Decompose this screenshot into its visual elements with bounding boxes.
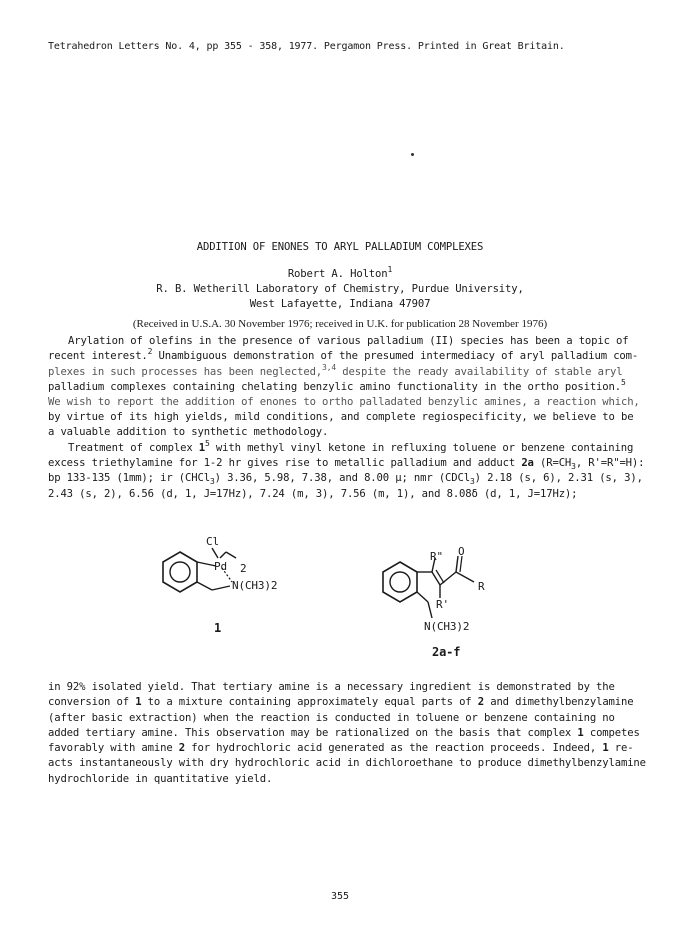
r-bond: [456, 572, 474, 582]
body-text: re-: [608, 742, 634, 754]
body-text: palladium complexes containing chelating benzylic amino functionality in the ortho position.: [48, 381, 621, 393]
compound-number: 2a: [521, 457, 534, 469]
body-text: , R'=R"=H):: [575, 457, 645, 469]
compound-number: 1: [577, 727, 584, 739]
body-line: [48, 472, 643, 485]
body-line: in 92% isolated yield. That tertiary amine is a necessary ingredient is demonstrated by the: [48, 681, 615, 693]
bridge-bond: [220, 552, 226, 558]
received-dates: (Received in U.S.A. 30 November 1976; received in U.K. for publication 28 November 1976): [132, 318, 548, 330]
body-text: and dimethylbenzylamine: [483, 696, 634, 708]
body-line: [48, 363, 623, 379]
bridge-bond-2: [226, 552, 236, 558]
body-line: [48, 696, 633, 709]
structure-1-amine: N(CH3)2: [232, 579, 278, 592]
benzyl-bond: [417, 592, 428, 602]
compound-number: 2: [178, 742, 186, 754]
body-text: ) 2.18 (s, 6), 2.31 (s, 3),: [474, 472, 643, 484]
benzene-ring: [383, 562, 417, 602]
body-line: [48, 347, 639, 363]
body-text: (R=CH: [533, 457, 572, 469]
compound-number: 1: [135, 696, 142, 708]
carbonyl-bond: [456, 556, 458, 572]
structure-1-label: 1: [214, 621, 222, 635]
compound-number: 1: [602, 742, 609, 754]
benzyl-bond: [197, 582, 212, 590]
body-line: by virtue of its high yields, mild conditions, and complete regiospecificity, we believe to be: [48, 411, 634, 423]
body-line: (after basic extraction) when the reaction is conducted in toluene or benzene containing no: [48, 712, 615, 724]
reference-superscript: 2: [147, 347, 153, 356]
ch2-n-bond: [212, 586, 230, 590]
vinyl-carbonyl-bond: [440, 572, 456, 585]
palladium-label: Pd: [214, 560, 227, 573]
compound-number: 1: [198, 442, 206, 454]
body-text: favorably with amine: [48, 742, 179, 754]
cl-bond: [212, 548, 218, 558]
author-name: Robert A. Holton: [287, 268, 388, 280]
body-text: ) 3.36, 5.98, 7.38, and 8.00 µ; nmr (CDCl: [214, 472, 470, 484]
author-line: [0, 265, 680, 281]
aromatic-circle: [390, 572, 410, 592]
compound-number: 2: [477, 696, 484, 708]
body-text: added tertiary amine. This observation may be rationalized on the basis that complex: [48, 727, 578, 739]
body-line: Arylation of olefins in the presence of various palladium (II) species has been a topic of: [68, 335, 629, 347]
affiliation-line-1: R. B. Wetherill Laboratory of Chemistry, Purdue University,: [156, 283, 524, 295]
body-line: [68, 439, 634, 455]
body-line: hydrochloride in quantitative yield.: [48, 773, 273, 785]
body-text: conversion of: [48, 696, 136, 708]
page-number: 355: [330, 891, 350, 902]
body-line: We wish to report the addition of enones to ortho palladated benzylic amines, a reaction which,: [48, 396, 640, 408]
body-line: [48, 727, 640, 740]
ch2-n-bond: [428, 602, 432, 618]
body-line: [48, 378, 626, 394]
body-text: recent interest.: [48, 350, 148, 362]
body-text: for hydrochloric acid generated as the reaction proceeds. Indeed,: [185, 742, 603, 754]
body-line: [48, 742, 633, 755]
r-prime-label: R': [436, 598, 449, 611]
body-line: 2.43 (s, 2), 6.56 (d, 1, J=17Hz), 7.24 (m, 3), 7.56 (m, 1), and 8.08δ (d, 1, J=17Hz);: [48, 488, 578, 500]
benzene-ring: [163, 552, 197, 592]
r-label: R: [478, 580, 485, 593]
body-text: with methyl vinyl ketone in refluxing toluene or benzene containing: [209, 442, 634, 454]
body-text: Unambiguous demonstration of the presumed intermediacy of aryl palladium com-: [152, 350, 639, 362]
speck-mark: [411, 153, 414, 156]
body-text: competes: [583, 727, 640, 739]
body-text: excess triethylamine for 1-2 hr gives rise to metallic palladium and adduct: [48, 457, 522, 469]
subscript: 3: [469, 477, 475, 486]
affiliation-line-2: West Lafayette, Indiana 47907: [249, 298, 431, 310]
author-footnote-ref: 1: [387, 265, 393, 274]
body-line: [48, 457, 644, 470]
body-line: acts instantaneously with dry hydrochloric acid in dichloroethane to produce dimethylbenzylamine: [48, 757, 646, 769]
journal-citation-header: Tetrahedron Letters No. 4, pp 355 - 358, 1977. Pergamon Press. Printed in Great Britain.: [48, 41, 565, 52]
structure-2-amine: N(CH3)2: [424, 620, 470, 633]
reference-superscript: 3,4: [322, 363, 337, 372]
reference-superscript: 5: [620, 378, 626, 387]
chloride-label: Cl: [206, 535, 219, 548]
structure-2-label: 2a-f: [432, 645, 461, 659]
aromatic-circle: [170, 562, 190, 582]
article-title: ADDITION OF ENONES TO ARYL PALLADIUM COMPLEXES: [196, 241, 484, 253]
body-text: to a mixture containing approximately equal parts of: [141, 696, 478, 708]
carbonyl-oxygen-label: O: [458, 545, 465, 558]
subscript: 3: [209, 477, 215, 486]
body-text: despite the ready availability of stable aryl: [336, 366, 623, 378]
body-line: a valuable addition to synthetic methodology.: [48, 426, 329, 438]
subscript: 3: [571, 462, 576, 471]
r-double-prime-label: R": [430, 550, 443, 563]
reference-superscript: 5: [205, 439, 210, 448]
dimer-subscript: 2: [240, 562, 247, 575]
body-text: plexes in such processes has been neglected,: [48, 366, 323, 378]
body-text: bp 133-135 (1mm); ir (CHCl: [48, 472, 210, 484]
body-text: Treatment of complex: [68, 442, 199, 454]
carbonyl-bond-2: [460, 556, 462, 572]
